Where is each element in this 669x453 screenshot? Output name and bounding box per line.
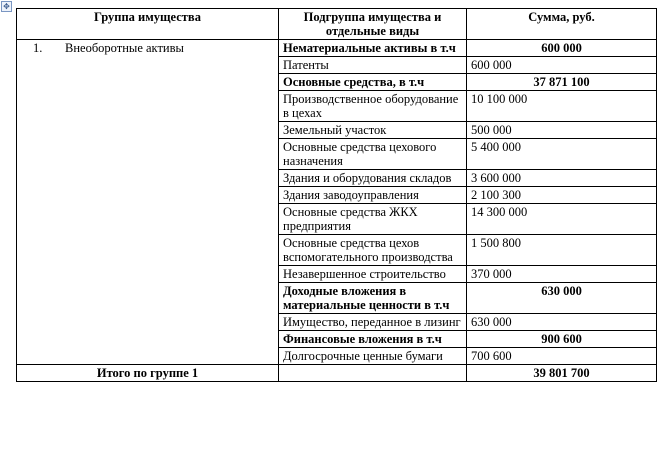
asset-table (16, 8, 657, 382)
table-move-handle-icon[interactable]: ✥ (1, 1, 12, 12)
header-subgroup: Подгруппа имущества и отдельные виды (279, 9, 467, 40)
subgroup-item: Здания заводоуправления (279, 187, 467, 204)
item-value: 1 500 800 (467, 235, 657, 266)
group-number: 1. (33, 41, 43, 55)
subgroup-heading: Финансовые вложения в т.ч (279, 331, 467, 348)
header-amount: Сумма, руб. (467, 9, 657, 40)
total-label: Итого по группе 1 (17, 365, 279, 382)
subgroup-heading: Основные средства, в т.ч (279, 74, 467, 91)
subgroup-item: Производственное оборудование в цехах (279, 91, 467, 122)
total-value: 39 801 700 (467, 365, 657, 382)
subgroup-item: Здания и оборудования складов (279, 170, 467, 187)
subgroup-total-value: 600 000 (467, 40, 657, 57)
subgroup-heading: Доходные вложения в материальные ценности в т.ч (279, 283, 467, 314)
item-value: 2 100 300 (467, 187, 657, 204)
item-value: 630 000 (467, 314, 657, 331)
table-row (17, 40, 657, 57)
header-group: Группа имущества (17, 9, 279, 40)
item-value: 14 300 000 (467, 204, 657, 235)
subgroup-item: Долгосрочные ценные бумаги (279, 348, 467, 365)
item-value: 10 100 000 (467, 91, 657, 122)
item-value: 3 600 000 (467, 170, 657, 187)
subgroup-item: Основные средства цехов вспомогательного производства (279, 235, 467, 266)
item-value: 700 600 (467, 348, 657, 365)
subgroup-item: Незавершенное строительство (279, 266, 467, 283)
item-value: 5 400 000 (467, 139, 657, 170)
item-value: 600 000 (467, 57, 657, 74)
subgroup-total-value: 900 600 (467, 331, 657, 348)
subgroup-total-value: 630 000 (467, 283, 657, 314)
subgroup-item: Имущество, переданное в лизинг (279, 314, 467, 331)
item-value: 370 000 (467, 266, 657, 283)
group-cell (17, 40, 279, 365)
table-header-row (17, 9, 657, 40)
subgroup-total-value: 37 871 100 (467, 74, 657, 91)
subgroup-item: Основные средства цехового назначения (279, 139, 467, 170)
subgroup-heading: Нематериальные активы в т.ч (279, 40, 467, 57)
total-row (17, 365, 657, 382)
item-value: 500 000 (467, 122, 657, 139)
total-empty-cell (279, 365, 467, 382)
subgroup-item: Земельный участок (279, 122, 467, 139)
subgroup-item: Патенты (279, 57, 467, 74)
group-name: Внеоборотные активы (65, 41, 184, 55)
subgroup-item: Основные средства ЖКХ предприятия (279, 204, 467, 235)
